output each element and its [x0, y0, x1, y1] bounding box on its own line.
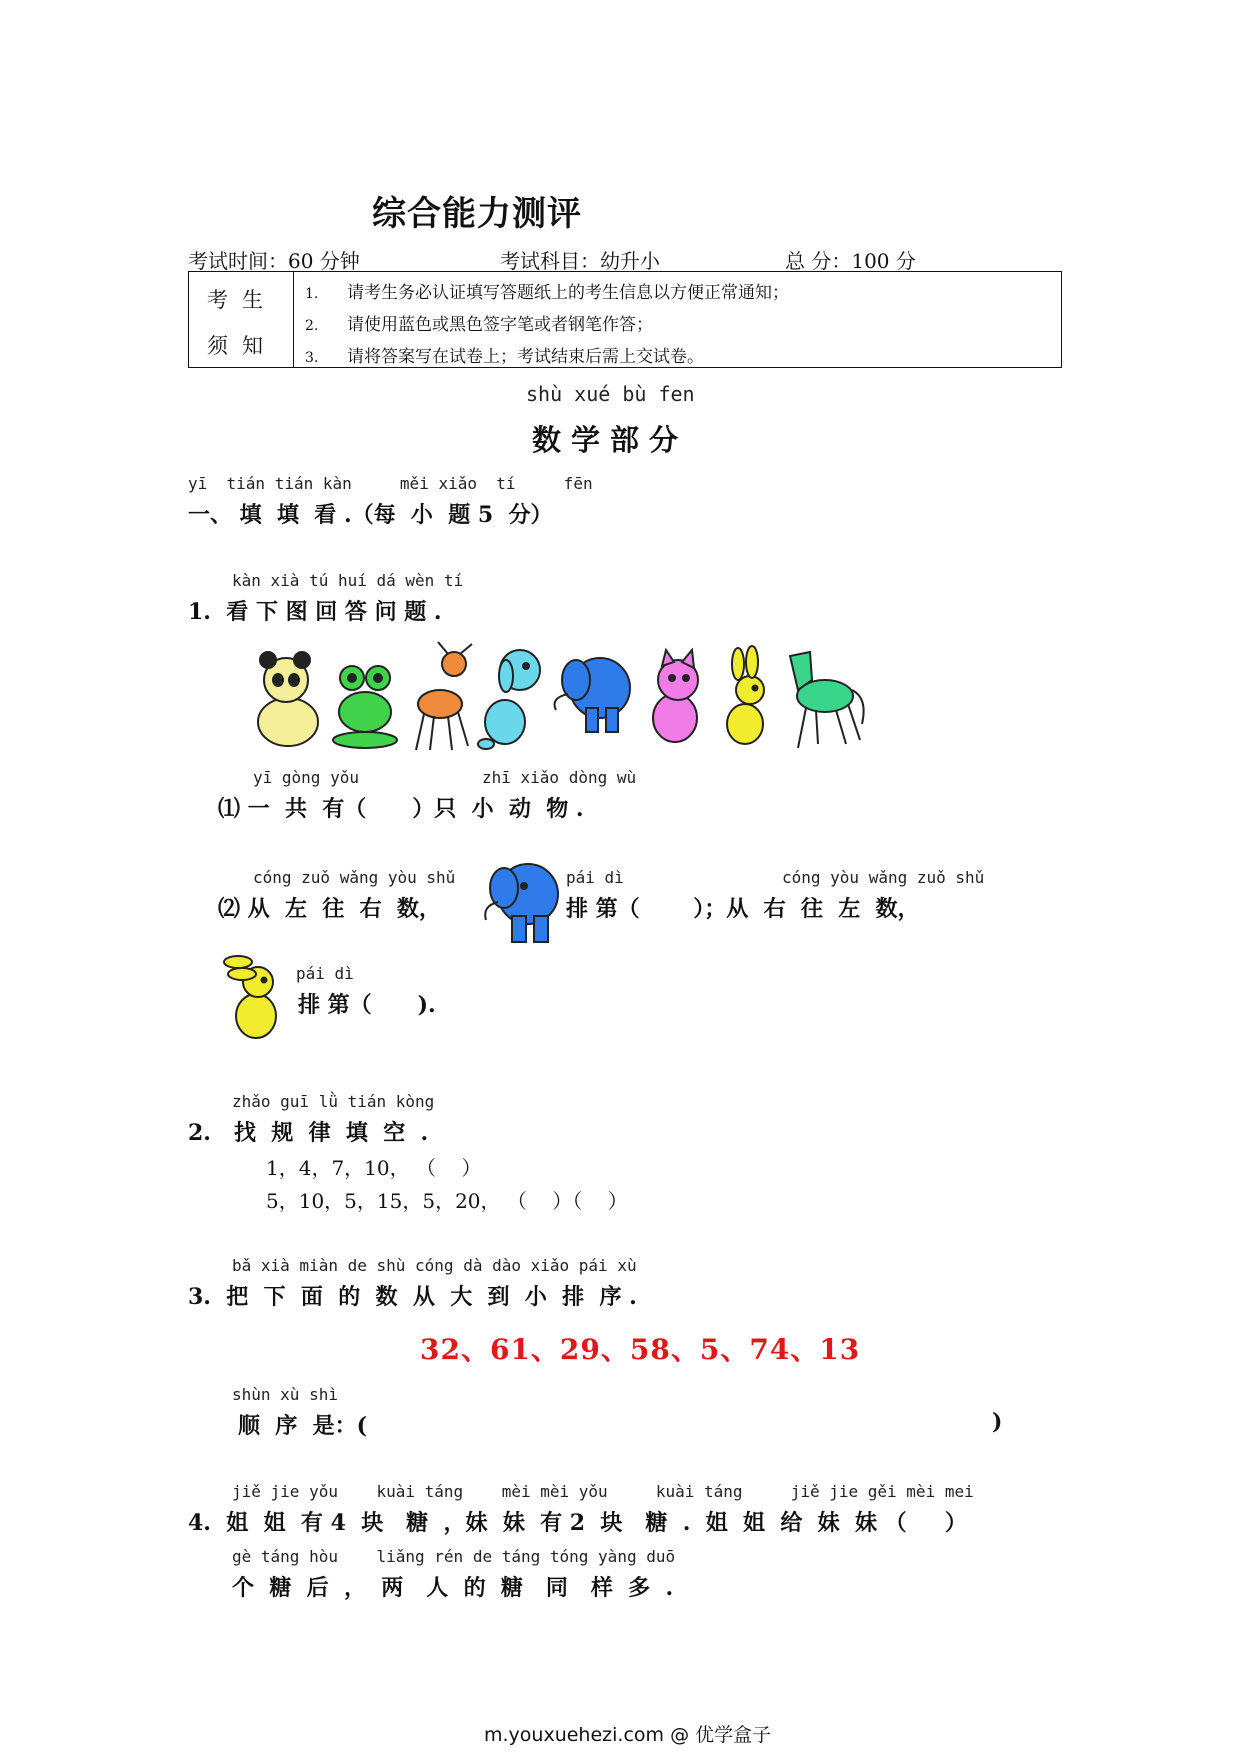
q4-pinyin-b: gè táng hòu liǎng rén de táng tóng yàng duō — [232, 1547, 676, 1566]
part1-heading: 一、 填 填 看 .（每 小 题 5 分） — [188, 502, 553, 528]
cat-icon — [653, 650, 698, 742]
q1-sub1-text: ⑴ 一 共 有（ ）只 小 动 物 . — [218, 796, 584, 822]
q1-sub2-pinyin-c: cóng yòu wǎng zuǒ shǔ — [782, 868, 985, 887]
q1-sub3-pinyin: pái dì — [296, 964, 354, 983]
notice-item: 1. 请考生务必认证填写答题纸上的考生信息以方便正常通知； — [305, 283, 789, 303]
deer-icon — [416, 642, 472, 750]
q1-pinyin: kàn xià tú huí dá wèn tí — [232, 571, 464, 590]
q3-order-close: ) — [992, 1409, 1003, 1435]
part1-pinyin: yī tián tián kàn měi xiǎo tí fēn — [188, 474, 593, 493]
q3-order-text: 顺 序 是：( — [238, 1413, 368, 1439]
q1-sub1-pinyin-a: yī gòng yǒu — [253, 768, 359, 787]
frog-icon — [333, 666, 397, 748]
total-score: 总 分：100 分 — [785, 249, 916, 273]
elephant-icon — [555, 658, 631, 732]
q1-text: 1. 看 下 图 回 答 问 题 . — [188, 599, 442, 625]
exam-time: 考试时间：60 分钟 — [188, 249, 360, 273]
q4-text-a: 4. 姐 姐 有 4 块 糖 ，妹 妹 有 2 块 糖 . 姐 姐 给 妹 妹 （ ） — [188, 1510, 967, 1536]
q4-text-b: 个 糖 后 ， 两 人 的 糖 同 样 多 . — [232, 1575, 674, 1601]
footer-watermark: m.youxuehezi.com @ 优学盒子 — [484, 1724, 772, 1746]
q1-sub2-text-a: ⑵ 从 左 往 右 数， — [218, 896, 441, 922]
rabbit-icon — [222, 950, 288, 1042]
q3-order-pinyin: shùn xù shì — [232, 1385, 338, 1404]
q3-numbers: 32、61、29、58、5、74、13 — [420, 1333, 861, 1366]
elephant-icon — [478, 858, 562, 944]
q2-sequence-2: 5，10，5，15，5，20， （ ）（ ） — [266, 1189, 628, 1213]
q3-text: 3. 把 下 面 的 数 从 大 到 小 排 序 . — [188, 1284, 637, 1310]
rabbit-icon — [727, 646, 764, 744]
q2-sequence-1: 1，4，7，10， （ ） — [266, 1156, 482, 1180]
notice-label — [189, 272, 294, 367]
notice-item: 2. 请使用蓝色或黑色签字笔或者钢笔作答； — [305, 315, 653, 335]
q1-sub1-pinyin-b: zhī xiǎo dòng wù — [482, 768, 637, 787]
q2-pinyin: zhǎo guī lǜ tián kòng — [232, 1092, 435, 1111]
q3-pinyin: bǎ xià miàn de shù cóng dà dào xiǎo pái xù — [232, 1256, 637, 1275]
dog-icon — [478, 650, 540, 749]
notice-label-bottom: 须知 — [207, 334, 277, 358]
q1-sub3-text: 排 第（ ). — [298, 992, 436, 1018]
section-title: 数学部分 — [532, 423, 689, 457]
notice-label-top: 考生 — [207, 288, 277, 312]
section-pinyin: shù xué bù fen — [526, 382, 695, 406]
page-title: 综合能力测评 — [372, 194, 582, 234]
notice-item: 3. 请将答案写在试卷上；考试结束后需上交试卷。 — [305, 347, 704, 367]
q1-sub2-text-b: 排 第（ ）；从 右 往 左 数， — [566, 896, 920, 922]
exam-subject: 考试科目：幼升小 — [500, 249, 660, 273]
q1-sub2-pinyin-a: cóng zuǒ wǎng yòu shǔ — [253, 868, 456, 887]
q2-text: 2. 找 规 律 填 空 . — [188, 1120, 429, 1146]
panda-icon — [258, 652, 318, 746]
horse-icon — [790, 652, 864, 748]
q4-pinyin-a: jiě jie yǒu kuài táng mèi mèi yǒu kuài táng jiě jie gěi mèi mei — [232, 1482, 974, 1501]
q1-sub2-pinyin-b: pái dì — [566, 868, 624, 887]
animals-row — [250, 640, 870, 750]
notice-box — [188, 271, 1062, 368]
